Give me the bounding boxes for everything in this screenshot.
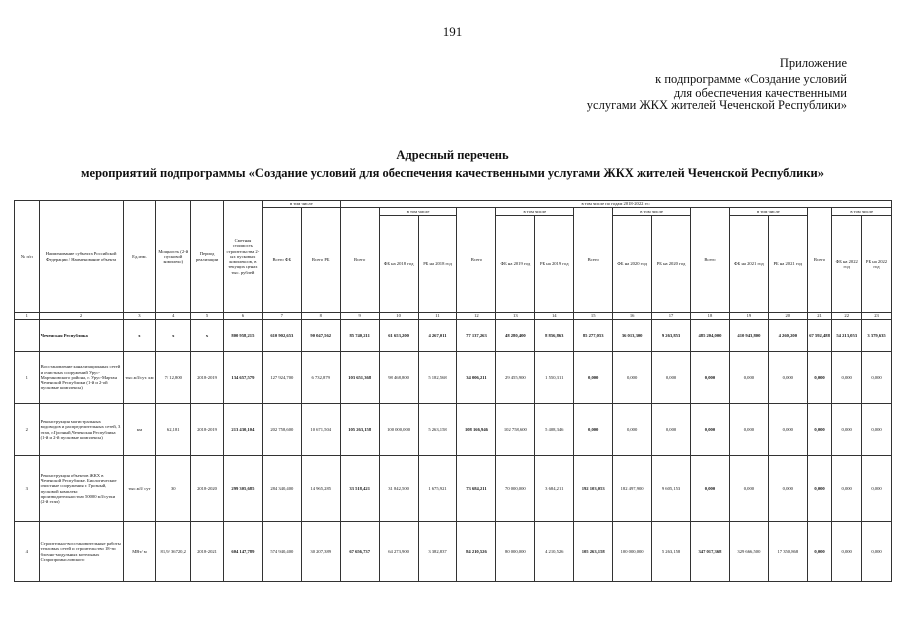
total-cell: 90 047,562	[301, 320, 340, 352]
total-cell: 54 213,053	[832, 320, 862, 352]
header-total-2022: Всего	[807, 208, 832, 313]
column-number: 10	[379, 313, 418, 320]
table-cell: 0,000	[574, 404, 613, 456]
appendix-line-1: к подпрограмме «Создание условий	[655, 72, 847, 86]
table-cell: 284 340,400	[262, 456, 301, 522]
table-cell: 0,000	[613, 352, 652, 404]
table-cell: 108 166,946	[457, 404, 496, 456]
table-cell: 127 924,700	[262, 352, 301, 404]
table-cell: 64 273,900	[379, 522, 418, 582]
table-cell: 2018-2019	[191, 404, 224, 456]
header-incl: в том числе	[262, 201, 340, 208]
table-cell: 0,000	[807, 456, 832, 522]
column-number: 9	[340, 313, 379, 320]
header-total-rb: Всего РБ	[301, 208, 340, 313]
header-total-2018: Всего	[340, 208, 379, 313]
table-cell: 2018-2021	[191, 522, 224, 582]
header-incl-2022: в том числе	[832, 208, 892, 216]
table-cell: 0,000	[807, 404, 832, 456]
table-cell: 0,000	[691, 456, 730, 522]
total-cell: х	[191, 320, 224, 352]
table-cell: 0,000	[862, 456, 892, 522]
table-cell: МВт/ м	[123, 522, 156, 582]
column-number: 2	[39, 313, 123, 320]
header-total-2019: Всего	[457, 208, 496, 313]
column-number: 20	[768, 313, 807, 320]
table-cell: 103 651,368	[340, 352, 379, 404]
column-number: 18	[691, 313, 730, 320]
table-cell: 0,000	[729, 456, 768, 522]
total-cell	[15, 320, 40, 352]
table-cell: 100 000,000	[379, 404, 418, 456]
table-cell: 4 210,526	[535, 522, 574, 582]
total-cell: 85 740,211	[340, 320, 379, 352]
table-cell: 329 666,500	[729, 522, 768, 582]
object-name: Строительно-восстановительные работы тепловых сетей и строительство 18-ти блочно-модульных котельных Старопромысловского	[39, 522, 123, 582]
object-name: Реконструкция магистральных водоводов и распределительных сетей, 3 этап, г.Грозный,Чеченская Республика (1-й и 2-й пусковые комплексы)	[39, 404, 123, 456]
object-name: Реконструкция объектов ЖКХ в Чеченской Республике. Биологические очистные сооружения г. Грозный, пусковой комплекс производительностью 50000 м3/сутки (2-й этап)	[39, 456, 123, 522]
column-number: 13	[496, 313, 535, 320]
region-name: Чеченская Республика	[39, 320, 123, 352]
total-cell: 36 013,300	[613, 320, 652, 352]
title-line-1: Адресный перечень	[396, 148, 509, 162]
column-number: 11	[418, 313, 457, 320]
table-cell: 17 350,868	[768, 522, 807, 582]
table-cell: 182 497,900	[613, 456, 652, 522]
table-cell: 67 656,737	[340, 522, 379, 582]
column-number: 14	[535, 313, 574, 320]
header-rb-2018: РБ на 2018 год	[418, 216, 457, 313]
total-cell: 4 267,011	[418, 320, 457, 352]
table-cell: 0,000	[574, 352, 613, 404]
table-cell: 0,000	[807, 522, 832, 582]
table-cell: 0,000	[832, 352, 862, 404]
table-total-row	[15, 320, 892, 352]
table-cell: 7/ 12,800	[156, 352, 191, 404]
header-name: Наименование субъекта Российской Федерации / Наименование объекта	[39, 201, 123, 313]
header-period: Период реализации	[191, 201, 224, 313]
column-number: 22	[832, 313, 862, 320]
header-rb-2019: РБ на 2019 год	[535, 216, 574, 313]
table-cell: 0,000	[862, 522, 892, 582]
header-cost: Сметная стоимость строительства 2-ых пусковых комплексов, в текущих ценах тыс. рублей	[223, 201, 262, 313]
table-cell: 1	[15, 352, 40, 404]
header-fb-2019: ФБ на 2019 год	[496, 216, 535, 313]
header-rb-2022: РБ на 2022 год	[862, 216, 892, 313]
column-number: 6	[223, 313, 262, 320]
column-number: 16	[613, 313, 652, 320]
header-incl-2021: в том числе	[729, 208, 807, 216]
table-cell: 202 758,600	[262, 404, 301, 456]
column-number: 15	[574, 313, 613, 320]
header-rb-2020: РБ на 2020 год	[652, 216, 691, 313]
header-incl-2020: в том числе	[613, 208, 691, 216]
table-cell: 0,000	[691, 404, 730, 456]
table-cell: 574 940,400	[262, 522, 301, 582]
table-cell: 0,000	[832, 456, 862, 522]
total-cell: 485 204,000	[691, 320, 730, 352]
total-cell: 610 902,653	[262, 320, 301, 352]
table-cell: 0,000	[768, 352, 807, 404]
table-cell: 134 657,579	[223, 352, 262, 404]
table-cell: 31 842,500	[379, 456, 418, 522]
column-number: 19	[729, 313, 768, 320]
header-incl-years: в том числе по годам 2018-2022 гг.:	[340, 201, 891, 208]
table-cell: тыс.м3/сут. км	[123, 352, 156, 404]
table-cell: 3 684,211	[535, 456, 574, 522]
table-cell: 299 305,685	[223, 456, 262, 522]
table-cell: 81,9/ 36720,2	[156, 522, 191, 582]
header-rb-2021: РБ на 2021 год	[768, 216, 807, 313]
header-fb-2018: ФБ на 2018 год	[379, 216, 418, 313]
header-fb-2022: ФБ на 2022 год	[832, 216, 862, 313]
column-number: 7	[262, 313, 301, 320]
table-row	[15, 352, 892, 404]
table-cell: 98 468,800	[379, 352, 418, 404]
column-number: 21	[807, 313, 832, 320]
column-number: 12	[457, 313, 496, 320]
table-cell: 0,000	[832, 522, 862, 582]
column-number: 4	[156, 313, 191, 320]
table-cell: 73 684,211	[457, 456, 496, 522]
table-cell: 0,000	[832, 404, 862, 456]
total-cell: 61 653,200	[379, 320, 418, 352]
table-cell: 30	[156, 456, 191, 522]
table-cell: 6 732,879	[301, 352, 340, 404]
header-fb-2020: ФБ на 2020 год	[613, 216, 652, 313]
column-number: 23	[862, 313, 892, 320]
table-row	[15, 522, 892, 582]
title-line-2: мероприятий подпрограммы «Создание условий для обеспечения качественными услугами ЖКХ жителей Чеченской Республики»	[81, 166, 824, 180]
table-cell: тыс.м3/ сут	[123, 456, 156, 522]
header-total-fb: Всего ФБ	[262, 208, 301, 313]
table-cell: 5 263,158	[652, 522, 691, 582]
table-cell: 34 006,211	[457, 352, 496, 404]
table-cell: км	[123, 404, 156, 456]
table-cell: 80 000,000	[496, 522, 535, 582]
table-cell: 5 182,568	[418, 352, 457, 404]
table-cell: 84 210,526	[457, 522, 496, 582]
page-number: 191	[442, 24, 463, 39]
table-cell: 29 455,900	[496, 352, 535, 404]
table-cell: 105 263,158	[574, 522, 613, 582]
header-num: № п/п	[15, 201, 40, 313]
table-cell: 2	[15, 404, 40, 456]
total-cell: х	[123, 320, 156, 352]
header-unit: Ед.изм.	[123, 201, 156, 313]
column-number: 8	[301, 313, 340, 320]
table-cell: 4	[15, 522, 40, 582]
table-cell: 0,000	[807, 352, 832, 404]
table-cell: 33 518,421	[340, 456, 379, 522]
table-cell: 62,181	[156, 404, 191, 456]
table-cell: 105 263,158	[340, 404, 379, 456]
header-incl-2019: в том числе	[496, 208, 574, 216]
table-cell: 192 103,053	[574, 456, 613, 522]
table-cell: 14 965,285	[301, 456, 340, 522]
table-cell: 0,000	[652, 352, 691, 404]
table-cell: 1 550,311	[535, 352, 574, 404]
table-cell: 3	[15, 456, 40, 522]
table-row	[15, 456, 892, 522]
table-cell: 10 671,504	[301, 404, 340, 456]
column-number: 1	[15, 313, 40, 320]
column-number-row	[15, 313, 892, 320]
address-list-table	[14, 200, 892, 582]
header-fb-2021: ФБ на 2021 год	[729, 216, 768, 313]
table-cell: 5 408,346	[535, 404, 574, 456]
total-cell: 8 856,863	[535, 320, 574, 352]
table-cell: 2018-2019	[191, 352, 224, 404]
appendix-label: Приложение	[779, 56, 847, 70]
table-row	[15, 404, 892, 456]
total-cell: 3 379,635	[862, 320, 892, 352]
total-cell: 67 592,488	[807, 320, 832, 352]
table-cell: 3 382,837	[418, 522, 457, 582]
table-cell: 5 263,158	[418, 404, 457, 456]
appendix-line-2: для обеспечения качественными	[673, 86, 847, 100]
table-cell: 2018-2020	[191, 456, 224, 522]
table-cell: 100 000,000	[613, 522, 652, 582]
table-cell: 604 147,789	[223, 522, 262, 582]
total-cell: 4 260,200	[768, 320, 807, 352]
header-total-2021: Всего	[691, 208, 730, 313]
total-cell: х	[156, 320, 191, 352]
table-cell: 0,000	[862, 352, 892, 404]
total-cell: 800 958,215	[223, 320, 262, 352]
table-cell: 30 207,389	[301, 522, 340, 582]
total-cell: 410 943,800	[729, 320, 768, 352]
table-cell: 0,000	[729, 352, 768, 404]
header-capacity: Мощность (2-й пусковой комплекс)	[156, 201, 191, 313]
total-cell: 85 277,053	[574, 320, 613, 352]
object-name: Восстановление канализационных сетей и очистных сооружений Урус-Мартановского района, г. Урус-Мартан Чеченской Республики (1-й и 2-ой пусковые комплексы)	[39, 352, 123, 404]
table-cell: 70 000,000	[496, 456, 535, 522]
column-number: 3	[123, 313, 156, 320]
appendix-line-3: услугами ЖКХ жителей Чеченской Республики»	[586, 98, 847, 112]
table-cell: 0,000	[652, 404, 691, 456]
header-total-2020: Всего	[574, 208, 613, 313]
column-number: 5	[191, 313, 224, 320]
table-cell: 9 605,153	[652, 456, 691, 522]
table-cell: 1 675,921	[418, 456, 457, 522]
table-cell: 0,000	[768, 404, 807, 456]
total-cell: 9 263,853	[652, 320, 691, 352]
table-cell: 347 017,368	[691, 522, 730, 582]
column-number: 17	[652, 313, 691, 320]
table-cell: 0,000	[862, 404, 892, 456]
table-cell: 213 430,104	[223, 404, 262, 456]
header-incl-2018: в том числе	[379, 208, 457, 216]
table-cell: 0,000	[729, 404, 768, 456]
table-cell: 102 758,600	[496, 404, 535, 456]
total-cell: 77 137,263	[457, 320, 496, 352]
table-cell: 0,000	[613, 404, 652, 456]
table-cell: 0,000	[691, 352, 730, 404]
total-cell: 48 280,400	[496, 320, 535, 352]
table-cell: 0,000	[768, 456, 807, 522]
